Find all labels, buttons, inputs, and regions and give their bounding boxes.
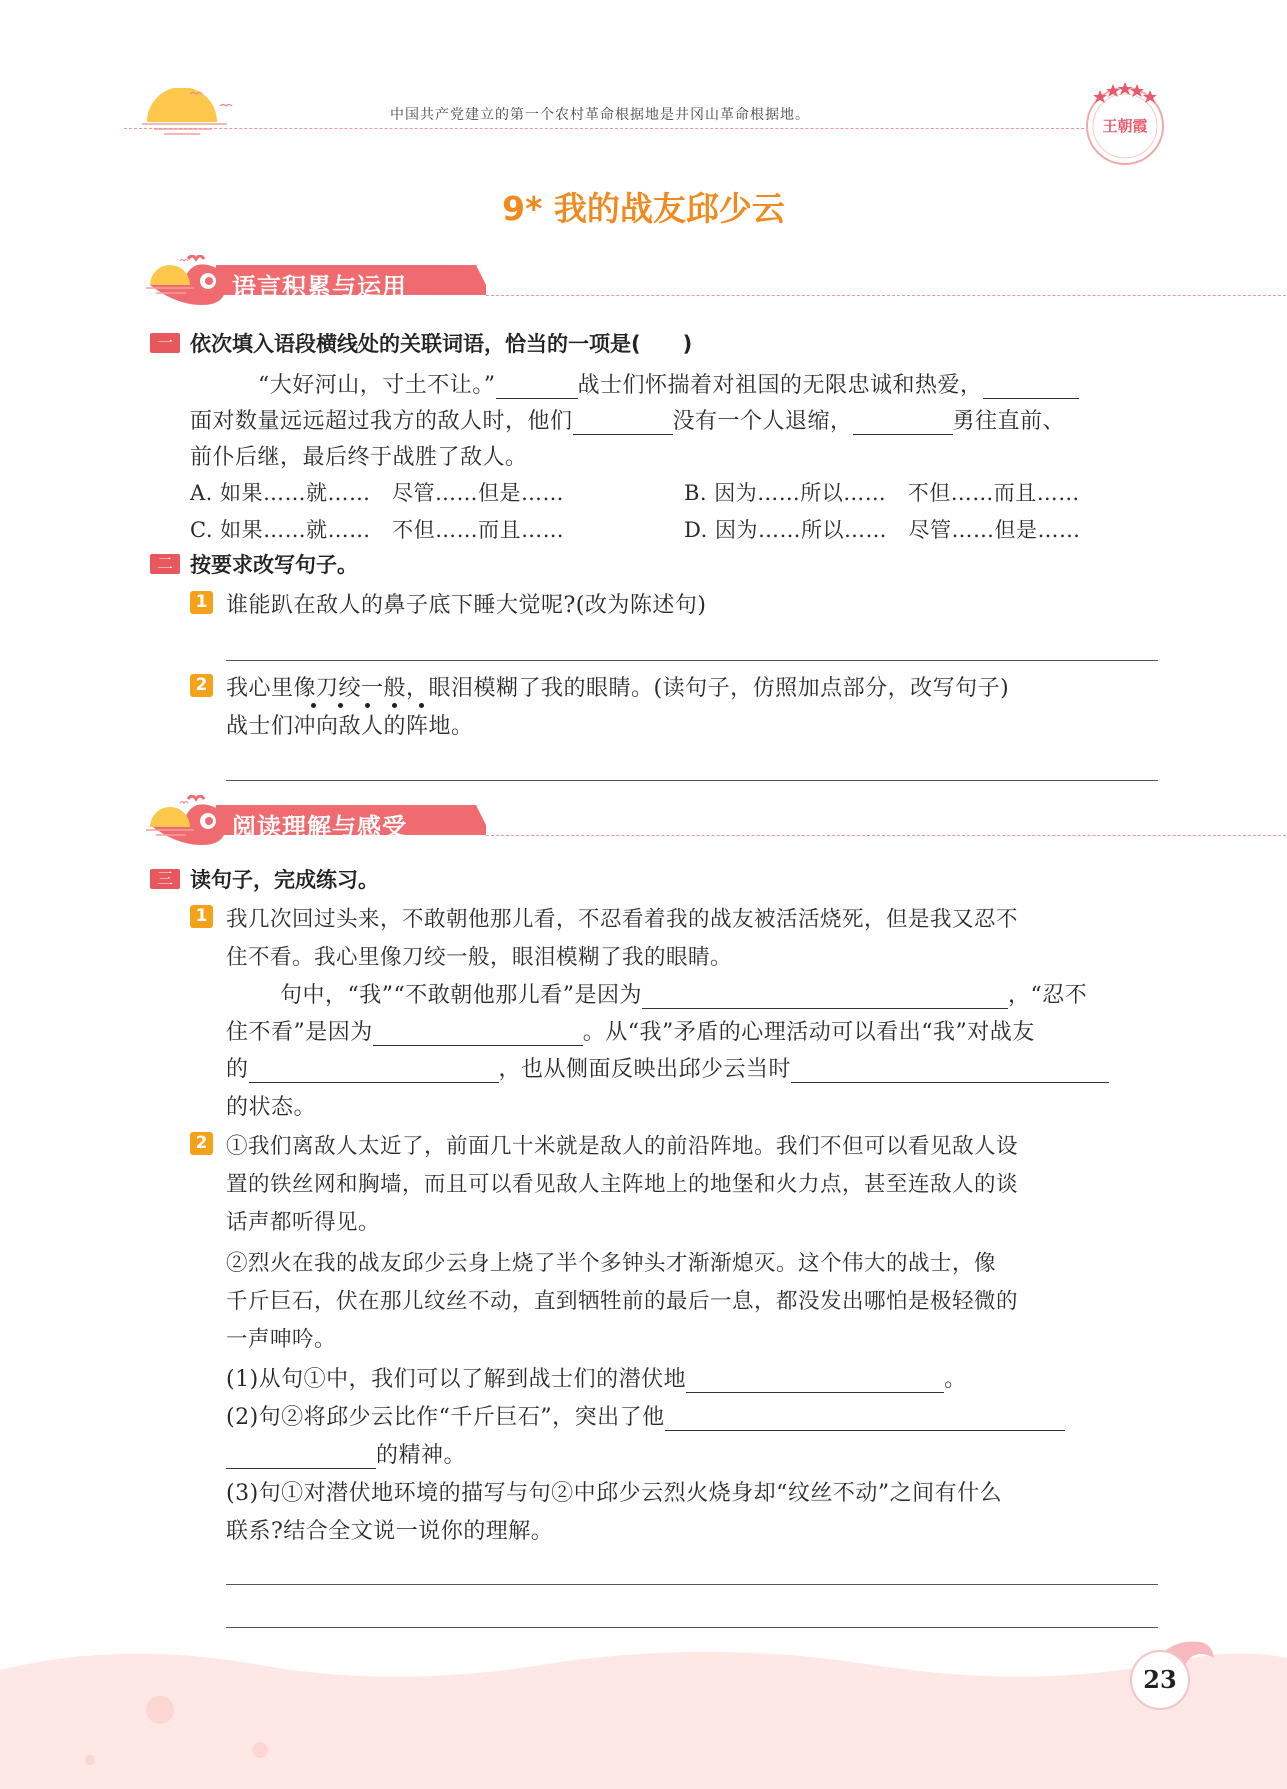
q3-sub-1: (1)从句①中，我们可以了解到战士们的潜伏地 。 — [226, 1367, 967, 1392]
sub-question-number: 2 — [190, 674, 213, 697]
fill-blank[interactable] — [573, 412, 673, 435]
q3-sub-2-cont: 的精神。 — [226, 1438, 466, 1469]
q1-passage-line-2: 面对数量远远超过我方的敌人时，他们 没有一个人退缩， 勇往直前、 — [190, 409, 1066, 434]
question-1-prompt: 依次填入语段横线处的关联词语，恰当的一项是( ) — [190, 332, 693, 356]
q3-p2-line-2: 置的铁丝网和胸墙，而且可以看见敌人主阵地上的地堡和火力点，甚至连敌人的谈 — [226, 1172, 1019, 1197]
q1-passage-line-3: 前仆后继，最后终于战胜了敌人。 — [190, 445, 528, 470]
fill-blank[interactable] — [496, 376, 578, 399]
q3-p1-line-5: 的 ，也从侧面反映出邱少云当时 — [226, 1052, 1109, 1083]
option-a[interactable]: A. 如果……就…… 尽管……但是…… — [190, 481, 565, 505]
q3-p1-line-1: 我几次回过头来，不敢朝他那儿看，不忍看着我的战友被活活烧死，但是我又忍不 — [226, 907, 1019, 932]
page-number: 23 — [1130, 1650, 1190, 1710]
fill-blank[interactable] — [686, 1370, 944, 1393]
question-number-1: 一 — [150, 333, 180, 353]
q3-sub-3-line-2: 联系?结合全文说一说你的理解。 — [226, 1519, 554, 1544]
section-title-2: 阅读理解与感受 — [232, 813, 407, 841]
page-title: 9* 我的战友邱少云 — [502, 189, 785, 228]
fill-blank[interactable] — [642, 986, 1008, 1009]
q3-p1-line-6: 的状态。 — [226, 1095, 317, 1120]
fill-blank[interactable] — [249, 1060, 499, 1083]
q3-p2-line-4: ②烈火在我的战友邱少云身上烧了半个多钟头才渐渐熄灭。这个伟大的战士，像 — [226, 1251, 997, 1276]
q3-p1-line-4: 住不看”是因为 。从“我”矛盾的心理活动可以看出“我”对战友 — [226, 1020, 1035, 1045]
sub-question-number: 1 — [190, 591, 213, 614]
q2-sub2-line-2: 战士们冲向敌人的阵地。 — [226, 714, 474, 739]
fill-blank[interactable] — [853, 412, 953, 435]
q3-sub-3-line-1: (3)句①对潜伏地环境的描写与句②中邱少云烈火烧身却“纹丝不动”之间有什么 — [226, 1481, 1003, 1506]
fill-blank[interactable] — [665, 1408, 1065, 1431]
answer-line[interactable] — [226, 1627, 1158, 1628]
q1-passage-line-1: “大好河山，寸土不让。” 战士们怀揣着对祖国的无限忠诚和热爱， — [258, 368, 1079, 399]
section-banner-2 — [146, 795, 1156, 849]
section-banner-1 — [146, 255, 1156, 309]
question-number-3: 三 — [150, 869, 180, 889]
footer-wave-decoration — [0, 1640, 1287, 1789]
q2-sub1-text: 谁能趴在敌人的鼻子底下睡大觉呢?(改为陈述句) — [226, 593, 707, 618]
q3-p2-line-5: 千斤巨石，伏在那儿纹丝不动，直到牺牲前的最后一息，都没发出哪怕是极轻微的 — [226, 1289, 1019, 1314]
header-divider — [124, 128, 1084, 129]
q2-sub2-text: 我心里像刀绞一般，眼泪模糊了我的眼睛。(读句子，仿照加点部分，改写句子) — [226, 676, 1010, 701]
question-number-2: 二 — [150, 554, 180, 574]
q3-p2-line-3: 话声都听得见。 — [226, 1210, 381, 1235]
answer-line[interactable] — [226, 1584, 1158, 1585]
fill-blank[interactable] — [226, 1446, 376, 1469]
question-2-prompt: 按要求改写句子。 — [190, 553, 358, 577]
fill-blank[interactable] — [983, 376, 1079, 399]
section-title-1: 语言积累与运用 — [232, 273, 407, 301]
option-b[interactable]: B. 因为……所以…… 不但……而且…… — [684, 481, 1080, 505]
logo-text: 王朝霞 — [1102, 117, 1148, 135]
sub-question-number: 2 — [190, 1132, 213, 1155]
sub-question-number: 1 — [190, 905, 213, 928]
fill-blank[interactable] — [373, 1023, 583, 1046]
q3-p2-line-1: ①我们离敌人太近了，前面几十米就是敌人的前沿阵地。我们不但可以看见敌人设 — [226, 1134, 1019, 1159]
header-note: 中国共产党建立的第一个农村革命根据地是井冈山革命根据地。 — [390, 107, 810, 123]
q3-p1-line-2: 住不看。我心里像刀绞一般，眼泪模糊了我的眼睛。 — [226, 945, 733, 970]
answer-line[interactable] — [226, 780, 1158, 781]
option-d[interactable]: D. 因为……所以…… 尽管……但是…… — [684, 518, 1081, 542]
question-3-prompt: 读句子，完成练习。 — [190, 868, 379, 892]
option-c[interactable]: C. 如果……就…… 不但……而且…… — [190, 518, 565, 542]
sun-icon — [146, 255, 196, 299]
answer-line[interactable] — [226, 660, 1158, 661]
fill-blank[interactable] — [791, 1060, 1109, 1083]
q3-p2-line-6: 一声呻吟。 — [226, 1327, 337, 1352]
sun-icon — [146, 795, 196, 845]
q3-sub-2: (2)句②将邱少云比作“千斤巨石”，突出了他 — [226, 1400, 1065, 1431]
q3-p1-line-3: 句中，“我”“不敢朝他那儿看”是因为 ，“忍不 — [280, 983, 1088, 1008]
